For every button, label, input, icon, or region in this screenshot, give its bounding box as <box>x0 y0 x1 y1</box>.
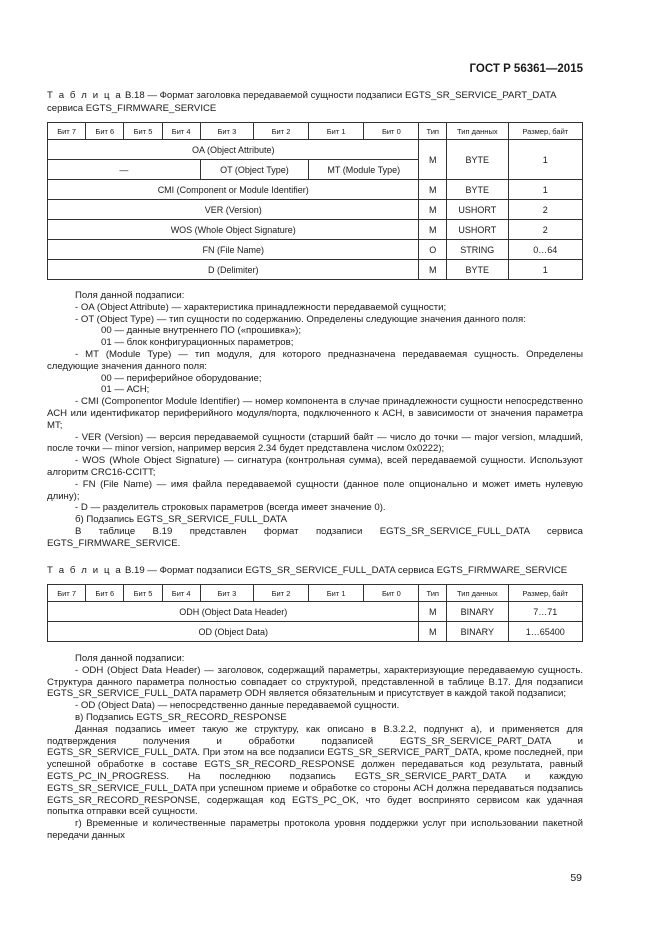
field-name-cell: ODH (Object Data Header) <box>48 602 419 622</box>
header-cell: Размер, байт <box>508 585 582 602</box>
mt-cell: MT (Module Type) <box>309 160 419 180</box>
paragraph: 00 — периферийное оборудование; <box>101 372 262 384</box>
data-type-cell: USHORT <box>447 220 509 240</box>
page-number: 59 <box>570 872 582 884</box>
header-cell: Бит 4 <box>162 585 200 602</box>
header-cell: Бит 5 <box>124 123 162 140</box>
paragraph: б) Подзапись EGTS_SR_SERVICE_FULL_DATA <box>75 514 288 526</box>
paragraph: - FN (File Name) — имя файла передаваемой сущности (данное поле опционально и может иметь нулевую длину); <box>47 478 583 502</box>
paragraph: Поля данной подзаписи: <box>75 290 185 301</box>
header-cell: Бит 7 <box>48 585 86 602</box>
size-cell: 1…65400 <box>508 622 582 642</box>
paragraph: - VER (Version) — версия передаваемой сущности (старший байт — число до точки — major version, младший, после точки — minor version, например версия 2.34 будет представлена числом 0x0222); <box>47 431 583 455</box>
paragraph: в) Подзапись EGTS_SR_RECORD_RESPONSE <box>75 711 287 723</box>
header-cell: Бит 5 <box>124 585 162 602</box>
caption-text: В.18 — Формат заголовка передаваемой сущности подзаписи EGTS_SR_SERVICE_PART_DATA сервиса EGTS_FIRMWARE_SERVICE <box>47 90 557 114</box>
caption-prefix: Т а б л и ц а <box>47 565 123 576</box>
size-cell: 2 <box>508 220 582 240</box>
header-cell: Тип данных <box>447 585 509 602</box>
header-cell: Бит 1 <box>309 123 364 140</box>
size-cell: 1 <box>508 140 582 180</box>
data-type-cell: BYTE <box>447 260 509 280</box>
size-cell: 1 <box>508 180 582 200</box>
type-cell: M <box>419 180 447 200</box>
table-row <box>48 260 583 280</box>
table-row <box>48 622 583 642</box>
header-cell: Бит 6 <box>86 585 124 602</box>
type-cell: M <box>419 200 447 220</box>
paragraph: Поля данной подзаписи: <box>75 653 185 664</box>
table-row <box>48 602 583 622</box>
paragraph: - OD (Object Data) — непосредственно данные передаваемой сущности. <box>75 700 400 712</box>
table-header-row <box>48 123 583 140</box>
header-cell: Бит 0 <box>364 123 419 140</box>
size-cell: 2 <box>508 200 582 220</box>
paragraph: - CMI (Componentor Module Identifier) — номер компонента в случае принадлежности сущности непосредственно АСН или идентификатор периферийного модуля/порта, подключенного к АСН, в зависимости от значения параметра MT; <box>47 396 583 431</box>
field-name-cell: FN (File Name) <box>48 240 419 260</box>
header-cell: Бит 3 <box>200 585 253 602</box>
field-name-cell: D (Delimiter) <box>48 260 419 280</box>
table-b19 <box>47 584 583 642</box>
size-cell: 0…64 <box>508 240 582 260</box>
data-type-cell: BYTE <box>447 140 509 180</box>
data-type-cell: BINARY <box>447 602 509 622</box>
paragraph: - OT (Object Type) — тип сущности по содержанию. Определены следующие значения данного поля: <box>75 313 526 325</box>
paragraph: г) Временные и количественные параметры протокола уровня поддержки услуг при использовании пакетной передачи данных <box>47 818 583 841</box>
field-name-cell: WOS (Whole Object Signature) <box>48 220 419 240</box>
header-cell: Тип данных <box>447 123 509 140</box>
field-name-cell: VER (Version) <box>48 200 419 220</box>
paragraph: В таблице В.19 представлен формат подзаписи EGTS_SR_SERVICE_FULL_DATA сервиса EGTS_FIRMWARE_SERVICE. <box>47 525 583 549</box>
text-block-2 <box>47 653 583 842</box>
table-b18 <box>47 122 583 280</box>
table-row <box>48 180 583 200</box>
size-cell: 7…71 <box>508 602 582 622</box>
type-cell: M <box>419 140 447 180</box>
type-cell: M <box>419 220 447 240</box>
header-cell: Бит 4 <box>162 123 200 140</box>
ot-cell: OT (Object Type) <box>200 160 308 180</box>
caption-prefix: Т а б л и ц а <box>47 90 123 101</box>
paragraph: 01 — АСН; <box>101 384 150 396</box>
paragraph: Данная подзапись имеет такую же структуру, как описано в В.3.2.2, подпункт а), и применяется для подтверждения получения и обработки подзаписей EGTS_SR_SERVICE_PART_DATA и EGTS_SR_SERVICE_FULL_DATA. При этом на все подзаписи EGTS_SR_SERVICE_PART_DATA, кроме последней, при успешной обработке в составе EGTS_SR_RECORD_RESPONSE должен передаваться код результата, равный EGTS_PC_IN_PROGRESS. На последнюю подзапись EGTS_SR_SERVICE_PART_DATA и каждую EGTS_SR_SERVICE_FULL_DATA при успешном приеме и обработке со стороны АСН должна передаваться подзапись EGTS_SR_RECORD_RESPONSE, содержащая код EGTS_PC_OK, что будет воспринято сервисом как удачная попытка отправки всей сущности. <box>47 723 583 818</box>
paragraph: - ODH (Object Data Header) — заголовок, содержащий параметры, характеризующие передаваемую сущность. Структура данного параметра полностью совпадает со структурой, представленной в таблице В.17. Для подзаписи EGTS_SR_SERVICE_FULL_DATA параметр ODH является обязательным и присутствует в каждой такой подзаписи; <box>47 664 583 700</box>
field-name-cell: OD (Object Data) <box>48 622 419 642</box>
table-row <box>48 220 583 240</box>
header-cell: Бит 2 <box>253 123 308 140</box>
size-cell: 1 <box>508 260 582 280</box>
reserved-cell: — <box>48 160 201 180</box>
type-cell: M <box>419 602 447 622</box>
header-cell: Бит 2 <box>253 585 308 602</box>
header-cell: Бит 6 <box>86 123 124 140</box>
paragraph: - OA (Object Attribute) — характеристика принадлежности передаваемой сущности; <box>75 301 447 313</box>
type-cell: M <box>419 622 447 642</box>
paragraph: - MT (Module Type) — тип модуля, для которого предназначена передаваемая сущность. Определены следующие значения данного поля: <box>47 348 583 372</box>
header-cell: Тип <box>419 585 447 602</box>
paragraph: 00 — данные внутреннего ПО («прошивка»); <box>101 325 302 337</box>
data-type-cell: BYTE <box>447 180 509 200</box>
data-type-cell: BINARY <box>447 622 509 642</box>
header-cell: Тип <box>419 123 447 140</box>
data-type-cell: USHORT <box>447 200 509 220</box>
field-name-cell: CMI (Component or Module Identifier) <box>48 180 419 200</box>
paragraph: 01 — блок конфигурационных параметров; <box>101 337 294 349</box>
paragraph: - D — разделитель строковых параметров (всегда имеет значение 0). <box>75 502 386 514</box>
table-row <box>48 140 583 160</box>
header-cell: Бит 7 <box>48 123 86 140</box>
table-header-row <box>48 585 583 602</box>
standard-number: ГОСТ Р 56361—2015 <box>469 63 583 75</box>
paragraph: - WOS (Whole Object Signature) — сигнатура (контрольная сумма), всей передаваемой сущности. Используют алгоритм CRC16-CCITT; <box>47 455 583 478</box>
data-type-cell: STRING <box>447 240 509 260</box>
header-cell: Бит 0 <box>364 585 419 602</box>
text-block-1 <box>47 290 583 550</box>
header-cell: Бит 3 <box>200 123 253 140</box>
caption-text: В.19 — Формат подзаписи EGTS_SR_SERVICE_FULL_DATA сервиса EGTS_FIRMWARE_SERVICE <box>124 565 568 576</box>
table-row <box>48 240 583 260</box>
table-row <box>48 200 583 220</box>
header-cell: Размер, байт <box>508 123 582 140</box>
table-b18-caption <box>47 90 583 115</box>
field-name-cell: OA (Object Attribute) <box>48 140 419 160</box>
table-b19-caption <box>47 565 583 578</box>
type-cell: M <box>419 260 447 280</box>
type-cell: O <box>419 240 447 260</box>
header-cell: Бит 1 <box>309 585 364 602</box>
